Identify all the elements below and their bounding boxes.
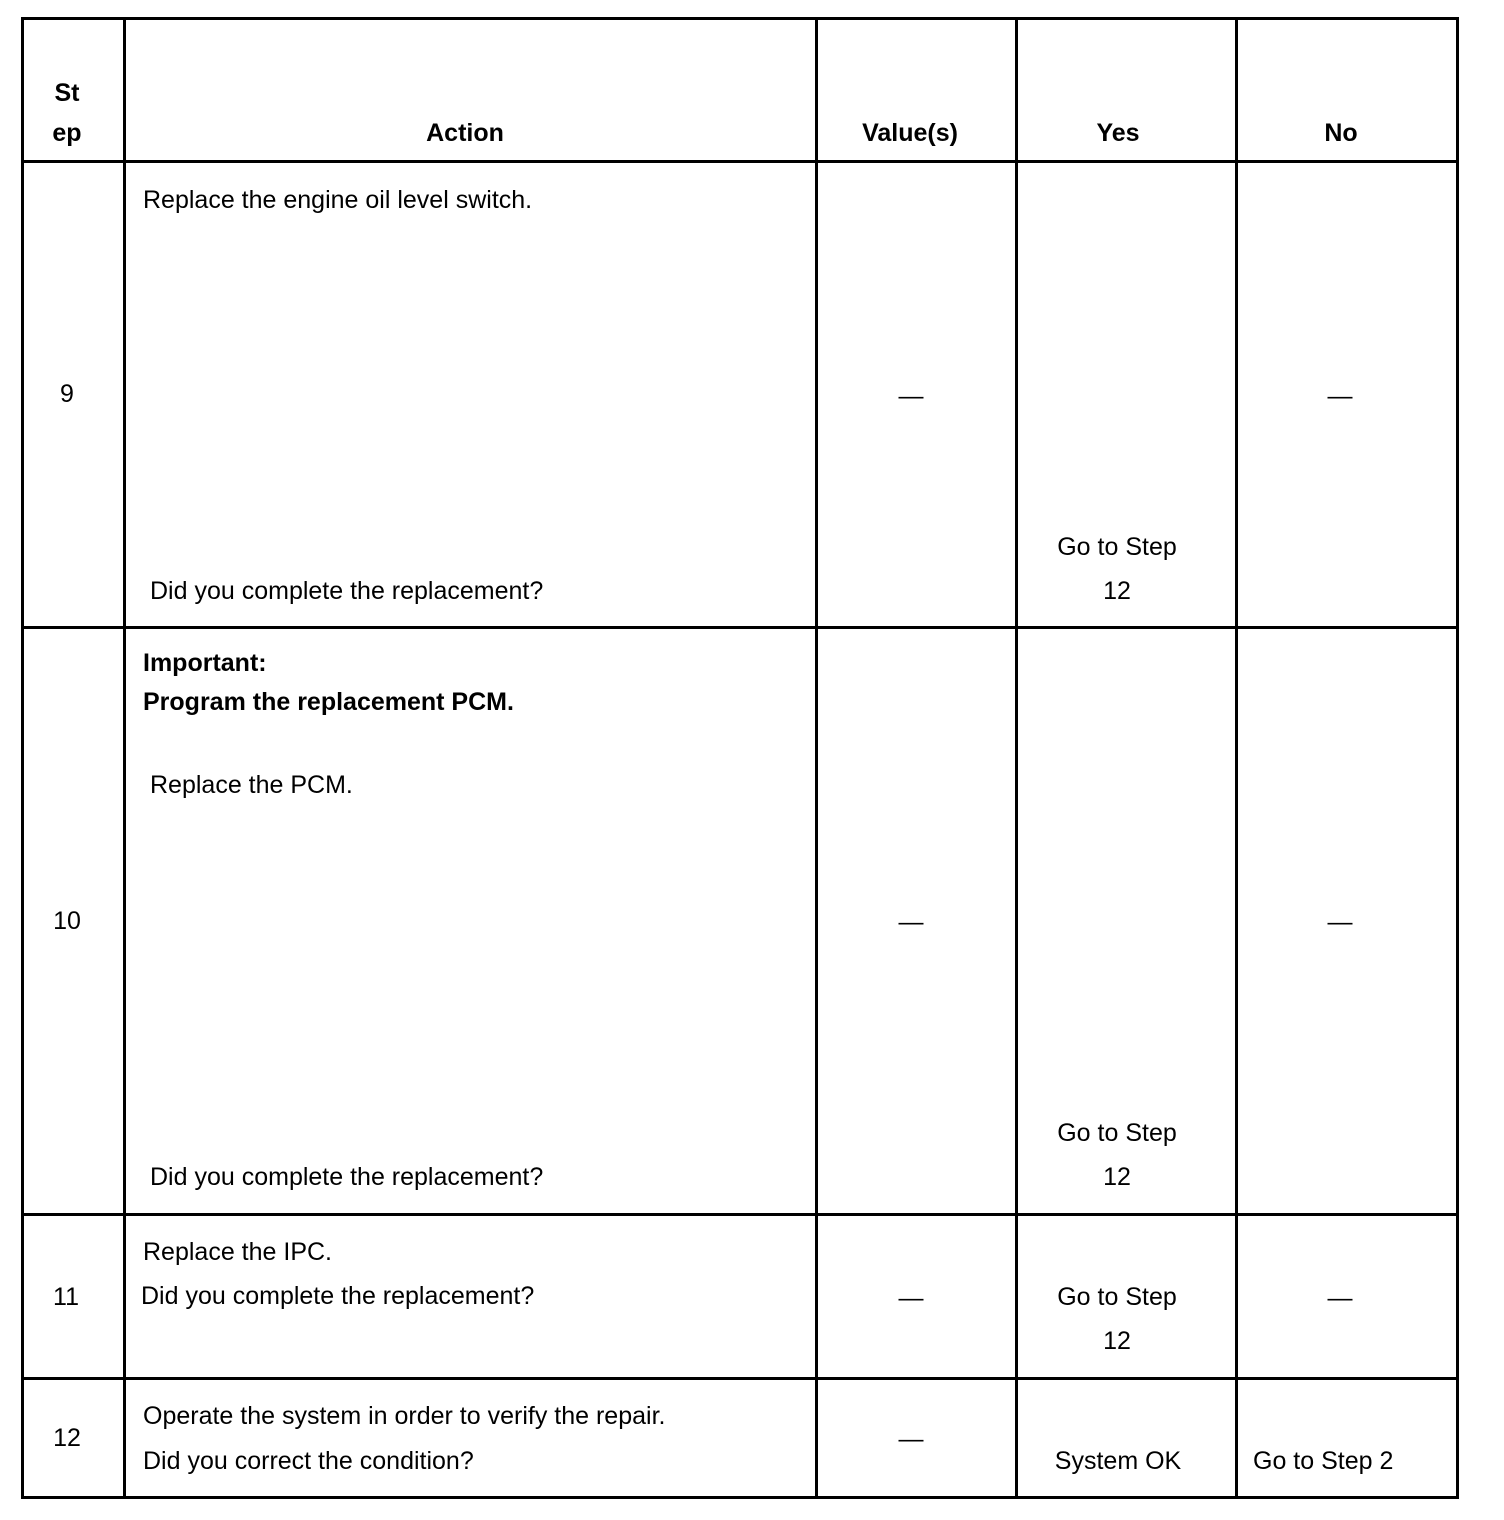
- table-border-right: [1456, 17, 1459, 1499]
- yes-cell-line1: Go to Step: [1057, 533, 1177, 561]
- header-no: No: [1324, 119, 1358, 147]
- step-number: 9: [60, 380, 74, 408]
- header-step-line2: ep: [52, 119, 82, 147]
- table-border-bottom: [21, 1496, 1459, 1499]
- action-instruction: Replace the engine oil level switch.: [143, 186, 533, 214]
- yes-cell-line2: 12: [1103, 577, 1131, 605]
- yes-cell-line2: 12: [1103, 1163, 1131, 1191]
- value-cell: —: [898, 908, 924, 936]
- action-question: Did you complete the replacement?: [150, 1163, 544, 1191]
- action-question: Did you correct the condition?: [143, 1447, 474, 1475]
- no-cell: Go to Step 2: [1253, 1447, 1394, 1475]
- no-cell: —: [1327, 382, 1353, 410]
- header-action: Action: [426, 119, 504, 147]
- value-cell: —: [898, 1425, 924, 1453]
- value-cell: —: [898, 1284, 924, 1312]
- table-border-top: [21, 17, 1459, 20]
- no-cell: —: [1327, 1284, 1353, 1312]
- row-divider: [21, 1377, 1459, 1380]
- column-divider: [123, 17, 126, 1499]
- column-divider: [1235, 17, 1238, 1499]
- value-cell: —: [898, 382, 924, 410]
- yes-cell-line2: 12: [1103, 1327, 1131, 1355]
- column-divider: [1015, 17, 1018, 1499]
- header-step: [52, 78, 81, 148]
- action-question: Did you complete the replacement?: [150, 577, 544, 605]
- column-divider: [815, 17, 818, 1499]
- header-values: Value(s): [862, 119, 958, 147]
- action-instruction: Operate the system in order to verify the repair.: [143, 1402, 666, 1430]
- yes-cell-line1: Go to Step: [1057, 1119, 1177, 1147]
- step-number: 12: [53, 1424, 81, 1452]
- yes-cell: System OK: [1054, 1447, 1182, 1475]
- yes-cell-line1: Go to Step: [1057, 1283, 1177, 1311]
- action-instruction: Replace the PCM.: [150, 771, 353, 799]
- row-divider: [21, 626, 1459, 629]
- step-number: 10: [53, 907, 81, 935]
- action-question: Did you complete the replacement?: [141, 1282, 535, 1310]
- important-label: Important:: [143, 649, 267, 677]
- action-instruction: Replace the IPC.: [143, 1238, 332, 1266]
- header-divider: [21, 160, 1459, 163]
- table-border-left: [21, 17, 24, 1499]
- important-text: Program the replacement PCM.: [143, 688, 514, 716]
- row-divider: [21, 1213, 1459, 1216]
- step-number: 11: [53, 1283, 79, 1311]
- header-yes: Yes: [1096, 119, 1140, 147]
- header-step-line1: St: [54, 79, 80, 107]
- no-cell: —: [1327, 908, 1353, 936]
